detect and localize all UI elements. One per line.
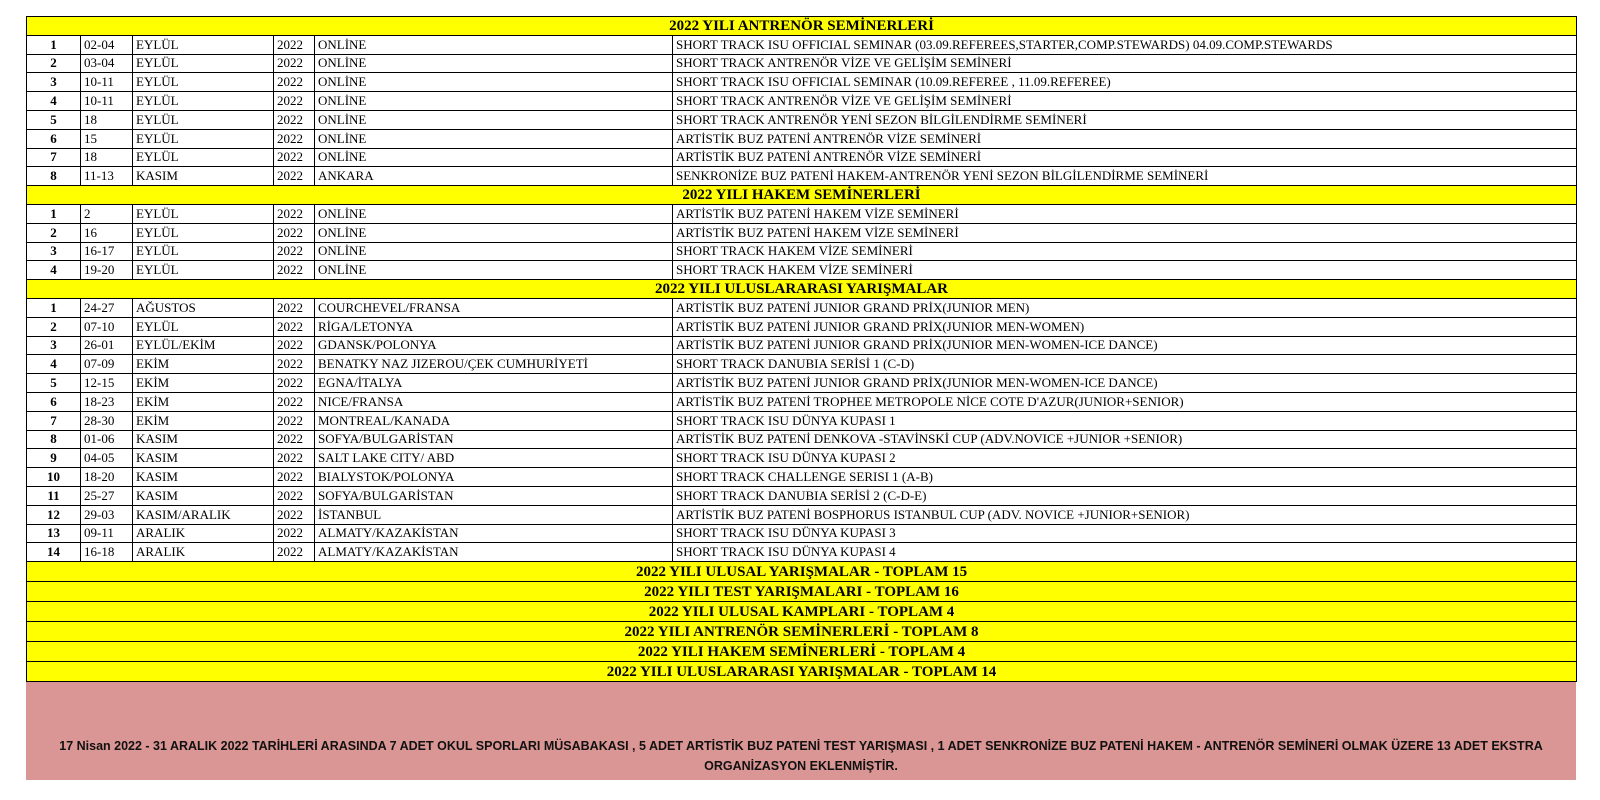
total-label: 2022 YILI TEST YARIŞMALARI - TOPLAM 16: [27, 582, 1577, 602]
row-number-cell: 1: [27, 35, 81, 54]
event-name-cell: ARTİSTİK BUZ PATENİ TROPHEE METROPOLE NİCE COTE D'AZUR(JUNIOR+SENIOR): [673, 392, 1577, 411]
row-number-cell: 4: [27, 261, 81, 280]
date-range-cell: 16-17: [81, 242, 133, 261]
row-number-cell: 1: [27, 204, 81, 223]
event-name-cell: SHORT TRACK ISU OFFICIAL SEMINAR (03.09.REFEREES,STARTER,COMP.STEWARDS) 04.09.COMP.STEWARDS: [673, 35, 1577, 54]
event-name-cell: ARTİSTİK BUZ PATENİ JUNIOR GRAND PRİX(JUNIOR MEN): [673, 298, 1577, 317]
location-cell: COURCHEVEL/FRANSA: [315, 298, 673, 317]
month-cell: ARALIK: [133, 524, 274, 543]
row-number-cell: 4: [27, 92, 81, 111]
table-row: [27, 148, 1577, 167]
row-number-cell: 1: [27, 298, 81, 317]
month-cell: AĞUSTOS: [133, 298, 274, 317]
month-cell: EYLÜL: [133, 110, 274, 129]
footer-note-text: 17 Nisan 2022 - 31 ARALIK 2022 TARİHLERİ ARASINDA 7 ADET OKUL SPORLARI MÜSABAKASI , 5 ADET ARTİSTİK BUZ PATENİ TEST YARIŞMASI , 1 ADET SENKRONİZE BUZ PATENİ HAKEM - ANTRENÖR SEMİNERİ OLMAK ÜZERE 13 ADET EKSTRA ORGANİZASYON EKLENMİŞTİR.: [59, 739, 1543, 773]
location-cell: RİGA/LETONYA: [315, 317, 673, 336]
section-title: 2022 YILI HAKEM SEMİNERLERİ: [27, 186, 1577, 205]
section-header-row: [27, 186, 1577, 205]
location-cell: ONLİNE: [315, 148, 673, 167]
year-cell: 2022: [274, 73, 315, 92]
table-row: [27, 298, 1577, 317]
event-name-cell: ARTİSTİK BUZ PATENİ HAKEM VİZE SEMİNERİ: [673, 223, 1577, 242]
year-cell: 2022: [274, 204, 315, 223]
location-cell: ONLİNE: [315, 92, 673, 111]
year-cell: 2022: [274, 468, 315, 487]
location-cell: ONLİNE: [315, 242, 673, 261]
table-row: [27, 449, 1577, 468]
table-row: [27, 54, 1577, 73]
section-title: 2022 YILI ANTRENÖR SEMİNERLERİ: [27, 17, 1577, 36]
row-number-cell: 3: [27, 336, 81, 355]
table-row: [27, 392, 1577, 411]
event-name-cell: SHORT TRACK DANUBIA SERİSİ 1 (C-D): [673, 355, 1577, 374]
event-name-cell: ARTİSTİK BUZ PATENİ ANTRENÖR VİZE SEMİNERİ: [673, 148, 1577, 167]
date-range-cell: 24-27: [81, 298, 133, 317]
date-range-cell: 2: [81, 204, 133, 223]
month-cell: EKİM: [133, 411, 274, 430]
table-row: [27, 261, 1577, 280]
row-number-cell: 2: [27, 54, 81, 73]
event-name-cell: ARTİSTİK BUZ PATENİ DENKOVA -STAVİNSKİ CUP (ADV.NOVICE +JUNIOR +SENIOR): [673, 430, 1577, 449]
row-number-cell: 3: [27, 242, 81, 261]
month-cell: EKİM: [133, 374, 274, 393]
month-cell: KASIM: [133, 449, 274, 468]
row-number-cell: 8: [27, 430, 81, 449]
date-range-cell: 25-27: [81, 486, 133, 505]
month-cell: EYLÜL: [133, 148, 274, 167]
table-row: [27, 317, 1577, 336]
row-number-cell: 11: [27, 486, 81, 505]
location-cell: ONLİNE: [315, 35, 673, 54]
event-schedule-body: [27, 17, 1577, 682]
date-range-cell: 18-23: [81, 392, 133, 411]
month-cell: KASIM: [133, 486, 274, 505]
year-cell: 2022: [274, 110, 315, 129]
row-number-cell: 7: [27, 148, 81, 167]
event-name-cell: SHORT TRACK CHALLENGE SERISI 1 (A-B): [673, 468, 1577, 487]
section-header-row: [27, 17, 1577, 36]
year-cell: 2022: [274, 505, 315, 524]
total-row: [27, 662, 1577, 682]
month-cell: EYLÜL: [133, 261, 274, 280]
year-cell: 2022: [274, 261, 315, 280]
table-row: [27, 411, 1577, 430]
location-cell: ONLİNE: [315, 54, 673, 73]
month-cell: EYLÜL: [133, 242, 274, 261]
location-cell: ONLİNE: [315, 73, 673, 92]
month-cell: EKİM: [133, 355, 274, 374]
location-cell: ONLİNE: [315, 110, 673, 129]
table-row: [27, 374, 1577, 393]
month-cell: EYLÜL: [133, 129, 274, 148]
event-name-cell: SHORT TRACK ISU DÜNYA KUPASI 3: [673, 524, 1577, 543]
row-number-cell: 2: [27, 317, 81, 336]
table-row: [27, 223, 1577, 242]
date-range-cell: 26-01: [81, 336, 133, 355]
event-name-cell: SHORT TRACK ISU OFFICIAL SEMINAR (10.09.REFEREE , 11.09.REFEREE): [673, 73, 1577, 92]
month-cell: EYLÜL: [133, 204, 274, 223]
year-cell: 2022: [274, 148, 315, 167]
location-cell: BIALYSTOK/POLONYA: [315, 468, 673, 487]
month-cell: EYLÜL/EKİM: [133, 336, 274, 355]
event-name-cell: SHORT TRACK HAKEM VİZE SEMİNERİ: [673, 242, 1577, 261]
date-range-cell: 18-20: [81, 468, 133, 487]
year-cell: 2022: [274, 298, 315, 317]
year-cell: 2022: [274, 355, 315, 374]
row-number-cell: 6: [27, 129, 81, 148]
event-name-cell: ARTİSTİK BUZ PATENİ JUNIOR GRAND PRİX(JUNIOR MEN-WOMEN-ICE DANCE): [673, 336, 1577, 355]
year-cell: 2022: [274, 129, 315, 148]
location-cell: ONLİNE: [315, 223, 673, 242]
date-range-cell: 07-10: [81, 317, 133, 336]
location-cell: ONLİNE: [315, 129, 673, 148]
event-name-cell: ARTİSTİK BUZ PATENİ JUNIOR GRAND PRİX(JUNIOR MEN-WOMEN): [673, 317, 1577, 336]
location-cell: ALMATY/KAZAKİSTAN: [315, 524, 673, 543]
row-number-cell: 4: [27, 355, 81, 374]
row-number-cell: 9: [27, 449, 81, 468]
table-row: [27, 167, 1577, 186]
location-cell: ANKARA: [315, 167, 673, 186]
event-name-cell: SHORT TRACK ISU DÜNYA KUPASI 2: [673, 449, 1577, 468]
footer-note-panel: [26, 682, 1576, 780]
date-range-cell: 07-09: [81, 355, 133, 374]
event-name-cell: SHORT TRACK HAKEM VİZE SEMİNERİ: [673, 261, 1577, 280]
table-row: [27, 73, 1577, 92]
year-cell: 2022: [274, 92, 315, 111]
date-range-cell: 18: [81, 148, 133, 167]
total-row: [27, 642, 1577, 662]
row-number-cell: 10: [27, 468, 81, 487]
total-label: 2022 YILI HAKEM SEMİNERLERİ - TOPLAM 4: [27, 642, 1577, 662]
year-cell: 2022: [274, 223, 315, 242]
date-range-cell: 04-05: [81, 449, 133, 468]
date-range-cell: 02-04: [81, 35, 133, 54]
month-cell: KASIM: [133, 430, 274, 449]
total-label: 2022 YILI ULUSAL KAMPLARI - TOPLAM 4: [27, 602, 1577, 622]
month-cell: EYLÜL: [133, 54, 274, 73]
event-name-cell: ARTİSTİK BUZ PATENİ BOSPHORUS ISTANBUL CUP (ADV. NOVICE +JUNIOR+SENIOR): [673, 505, 1577, 524]
date-range-cell: 01-06: [81, 430, 133, 449]
event-name-cell: SHORT TRACK ISU DÜNYA KUPASI 4: [673, 543, 1577, 562]
location-cell: SOFYA/BULGARİSTAN: [315, 486, 673, 505]
year-cell: 2022: [274, 411, 315, 430]
location-cell: ALMATY/KAZAKİSTAN: [315, 543, 673, 562]
location-cell: SALT LAKE CITY/ ABD: [315, 449, 673, 468]
location-cell: ONLİNE: [315, 261, 673, 280]
table-row: [27, 242, 1577, 261]
date-range-cell: 09-11: [81, 524, 133, 543]
event-name-cell: ARTİSTİK BUZ PATENİ ANTRENÖR VİZE SEMİNERİ: [673, 129, 1577, 148]
date-range-cell: 03-04: [81, 54, 133, 73]
section-header-row: [27, 280, 1577, 299]
table-row: [27, 110, 1577, 129]
table-row: [27, 486, 1577, 505]
event-name-cell: SHORT TRACK ANTRENÖR VİZE VE GELİŞİM SEMİNERİ: [673, 54, 1577, 73]
section-title: 2022 YILI ULUSLARARASI YARIŞMALAR: [27, 280, 1577, 299]
row-number-cell: 5: [27, 110, 81, 129]
location-cell: EGNA/İTALYA: [315, 374, 673, 393]
month-cell: KASIM/ARALIK: [133, 505, 274, 524]
total-label: 2022 YILI ANTRENÖR SEMİNERLERİ - TOPLAM 8: [27, 622, 1577, 642]
total-row: [27, 602, 1577, 622]
table-row: [27, 204, 1577, 223]
month-cell: EYLÜL: [133, 317, 274, 336]
table-row: [27, 92, 1577, 111]
event-name-cell: SHORT TRACK ANTRENÖR VİZE VE GELİŞİM SEMİNERİ: [673, 92, 1577, 111]
month-cell: KASIM: [133, 468, 274, 487]
location-cell: BENATKY NAZ JIZEROU/ÇEK CUMHURİYETİ: [315, 355, 673, 374]
total-label: 2022 YILI ULUSAL YARIŞMALAR - TOPLAM 15: [27, 562, 1577, 582]
date-range-cell: 19-20: [81, 261, 133, 280]
date-range-cell: 10-11: [81, 73, 133, 92]
date-range-cell: 15: [81, 129, 133, 148]
year-cell: 2022: [274, 374, 315, 393]
event-name-cell: SHORT TRACK DANUBIA SERİSİ 2 (C-D-E): [673, 486, 1577, 505]
month-cell: KASIM: [133, 167, 274, 186]
date-range-cell: 10-11: [81, 92, 133, 111]
year-cell: 2022: [274, 167, 315, 186]
table-row: [27, 524, 1577, 543]
location-cell: İSTANBUL: [315, 505, 673, 524]
event-name-cell: ARTİSTİK BUZ PATENİ HAKEM VİZE SEMİNERİ: [673, 204, 1577, 223]
date-range-cell: 28-30: [81, 411, 133, 430]
event-name-cell: SENKRONİZE BUZ PATENİ HAKEM-ANTRENÖR YENİ SEZON BİLGİLENDİRME SEMİNERİ: [673, 167, 1577, 186]
row-number-cell: 7: [27, 411, 81, 430]
row-number-cell: 3: [27, 73, 81, 92]
row-number-cell: 6: [27, 392, 81, 411]
row-number-cell: 13: [27, 524, 81, 543]
month-cell: ARALIK: [133, 543, 274, 562]
month-cell: EYLÜL: [133, 92, 274, 111]
date-range-cell: 11-13: [81, 167, 133, 186]
event-name-cell: SHORT TRACK ANTRENÖR YENİ SEZON BİLGİLENDİRME SEMİNERİ: [673, 110, 1577, 129]
row-number-cell: 2: [27, 223, 81, 242]
year-cell: 2022: [274, 54, 315, 73]
date-range-cell: 29-03: [81, 505, 133, 524]
location-cell: ONLİNE: [315, 204, 673, 223]
table-row: [27, 336, 1577, 355]
year-cell: 2022: [274, 543, 315, 562]
table-row: [27, 430, 1577, 449]
date-range-cell: 12-15: [81, 374, 133, 393]
location-cell: SOFYA/BULGARİSTAN: [315, 430, 673, 449]
table-row: [27, 129, 1577, 148]
total-row: [27, 562, 1577, 582]
event-name-cell: ARTİSTİK BUZ PATENİ JUNIOR GRAND PRİX(JUNIOR MEN-WOMEN-ICE DANCE): [673, 374, 1577, 393]
month-cell: EYLÜL: [133, 223, 274, 242]
row-number-cell: 8: [27, 167, 81, 186]
date-range-cell: 16-18: [81, 543, 133, 562]
table-row: [27, 505, 1577, 524]
year-cell: 2022: [274, 242, 315, 261]
month-cell: EYLÜL: [133, 35, 274, 54]
row-number-cell: 14: [27, 543, 81, 562]
total-row: [27, 622, 1577, 642]
row-number-cell: 5: [27, 374, 81, 393]
date-range-cell: 16: [81, 223, 133, 242]
month-cell: EYLÜL: [133, 73, 274, 92]
year-cell: 2022: [274, 317, 315, 336]
event-schedule-table: [26, 16, 1577, 682]
location-cell: MONTREAL/KANADA: [315, 411, 673, 430]
row-number-cell: 12: [27, 505, 81, 524]
year-cell: 2022: [274, 449, 315, 468]
location-cell: NICE/FRANSA: [315, 392, 673, 411]
event-name-cell: SHORT TRACK ISU DÜNYA KUPASI 1: [673, 411, 1577, 430]
total-row: [27, 582, 1577, 602]
total-label: 2022 YILI ULUSLARARASI YARIŞMALAR - TOPLAM 14: [27, 662, 1577, 682]
location-cell: GDANSK/POLONYA: [315, 336, 673, 355]
table-row: [27, 35, 1577, 54]
table-row: [27, 468, 1577, 487]
month-cell: EKİM: [133, 392, 274, 411]
table-row: [27, 355, 1577, 374]
date-range-cell: 18: [81, 110, 133, 129]
year-cell: 2022: [274, 336, 315, 355]
year-cell: 2022: [274, 392, 315, 411]
year-cell: 2022: [274, 430, 315, 449]
table-row: [27, 543, 1577, 562]
year-cell: 2022: [274, 35, 315, 54]
year-cell: 2022: [274, 486, 315, 505]
year-cell: 2022: [274, 524, 315, 543]
